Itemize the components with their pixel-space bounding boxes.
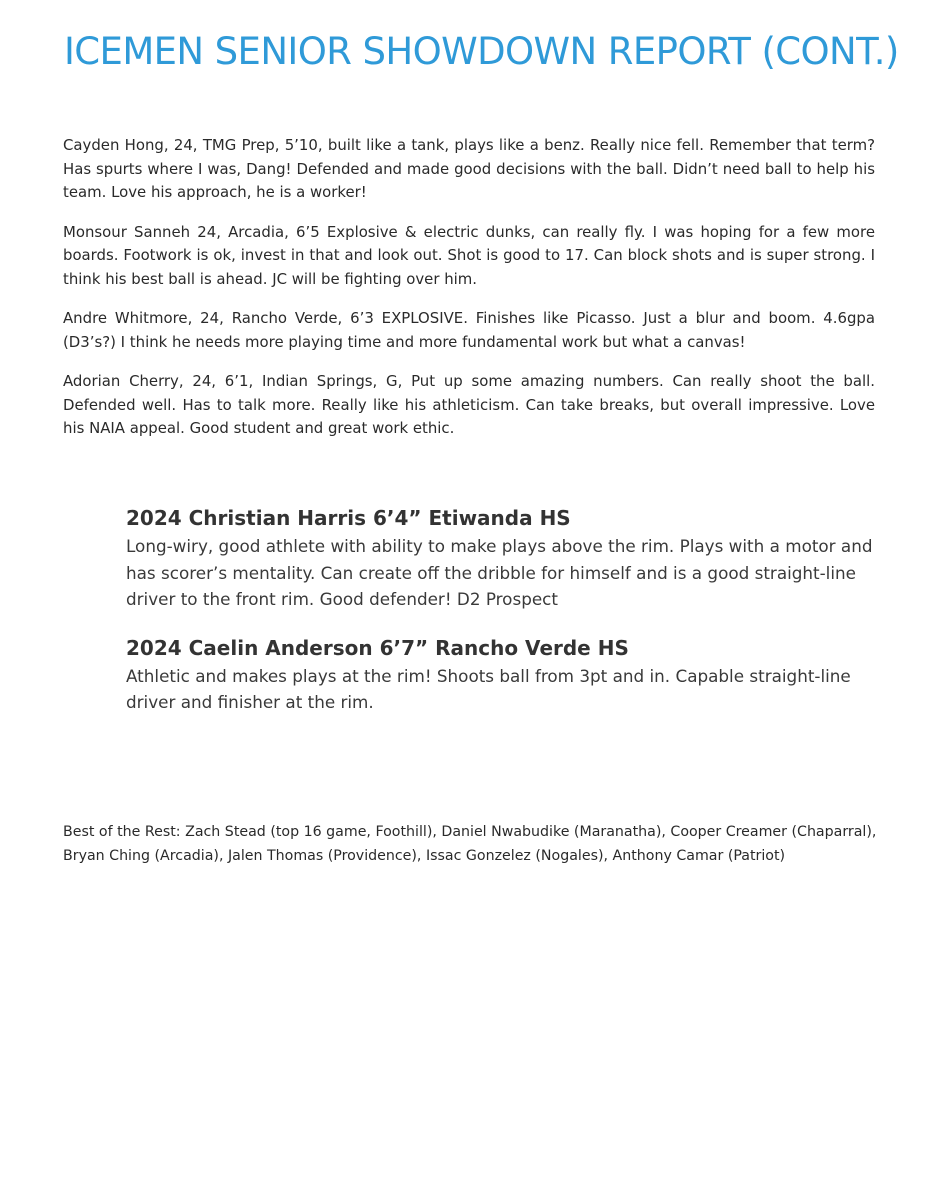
- prospect-section: [126, 503, 886, 736]
- best-of-the-rest: Best of the Rest: Zach Stead (top 16 game, Foothill), Daniel Nwabudike (Maranatha), Cooper Creamer (Chaparral), Bryan Ching (Arcadia), Jalen Thomas (Providence), Issac Gonzelez (Nogales), Anthony Camar (Patriot): [63, 824, 877, 864]
- prospect-heading: 2024 Christian Harris 6’4” Etiwanda HS: [126, 506, 571, 530]
- prospect-description: Athletic and makes plays at the rim! Shoots ball from 3pt and in. Capable straight-line driver and finisher at the rim.: [126, 665, 851, 712]
- prospect-caelin-anderson: [126, 633, 886, 716]
- prospect-heading: 2024 Caelin Anderson 6’7” Rancho Verde HS: [126, 635, 629, 660]
- player-notes: [63, 134, 875, 457]
- report-title: ICEMEN SENIOR SHOWDOWN REPORT (CONT.): [64, 30, 899, 73]
- player-note-cayden-hong: Cayden Hong, 24, TMG Prep, 5’10, built like a tank, plays like a benz. Really nice fell. Remember that term? Has spurts where I was, Dang! Defended and made good decisions with the ball. Didn’t need ball to help his team. Love his approach, he is a worker!: [63, 136, 875, 201]
- player-note-monsour-sanneh: Monsour Sanneh 24, Arcadia, 6’5 Explosive & electric dunks, can really fly. I was hoping for a few more boards. Footwork is ok, invest in that and look out. Shot is good to 17. Can block shots and is super strong. I think his best ball is ahead. JC will be fighting over him.: [63, 222, 875, 288]
- player-note-andre-whitmore: Andre Whitmore, 24, Rancho Verde, 6’3 EXPLOSIVE. Finishes like Picasso. Just a blur and boom. 4.6gpa (D3’s?) I think he needs more playing time and more fundamental work but what a canvas!: [63, 309, 875, 351]
- player-note-adorian-cherry: Adorian Cherry, 24, 6’1, Indian Springs, G, Put up some amazing numbers. Can really shoot the ball. Defended well. Has to talk more. Really like his athleticism. Can take breaks, but overall impressive. Love his NAIA appeal. Good student and great work ethic.: [63, 372, 875, 437]
- prospect-description: Long-wiry, good athlete with ability to make plays above the rim. Plays with a motor and has scorer’s mentality. Can create off the dribble for himself and is a good straight-line driver to the front rim. Good defender! D2 Prospect: [126, 536, 873, 609]
- prospect-christian-harris: [126, 503, 886, 613]
